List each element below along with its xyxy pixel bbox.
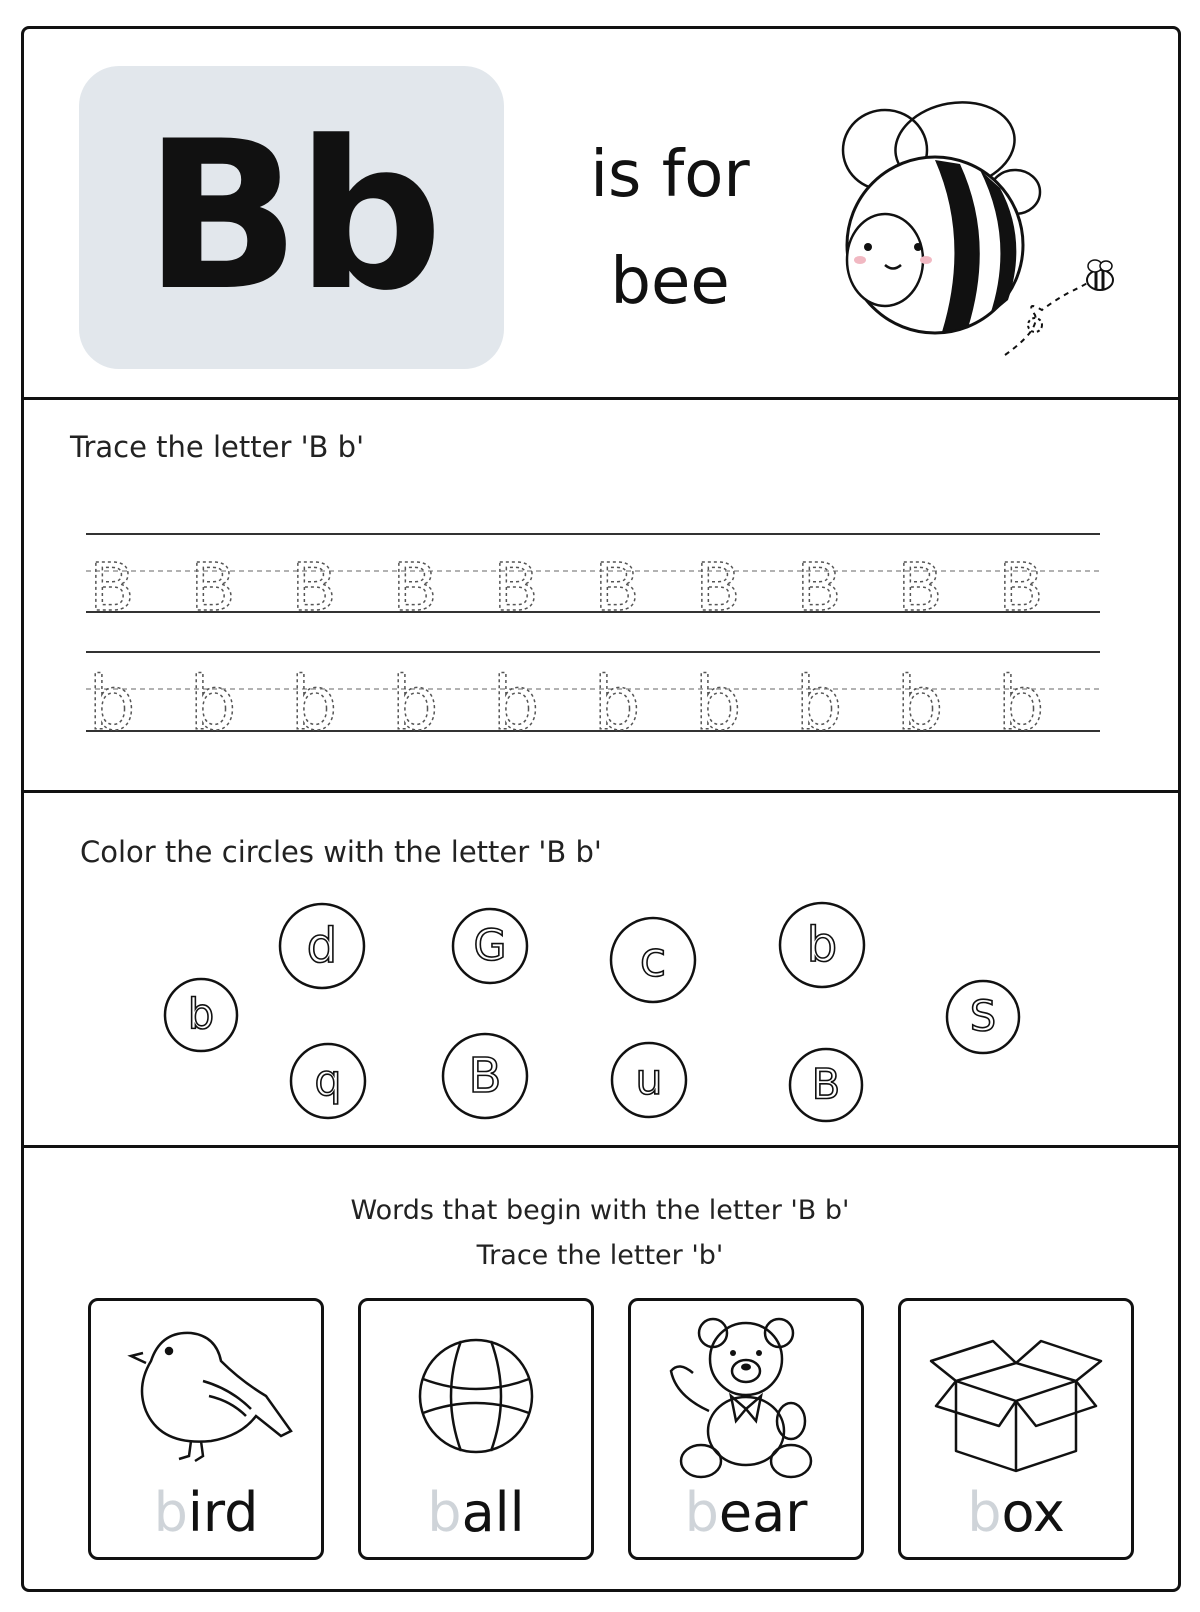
circle-letter: B [468,1047,502,1104]
circle-letter: d [306,917,338,974]
trace-letter-uppercase: B [190,549,236,626]
circle-letter: G [473,922,507,972]
card-word [91,1483,321,1543]
circle-letter: b [187,990,215,1039]
trace-letter-uppercase: B [998,549,1044,626]
trace-letter: b [153,1481,188,1544]
trace-letter-uppercase: B [493,549,539,626]
card-word [361,1483,591,1543]
card-word [901,1483,1131,1543]
trace-letter-uppercase: B [89,549,135,626]
circle-letter: u [635,1056,663,1106]
bird-icon [91,1301,327,1491]
word-rest: ox [1001,1481,1065,1544]
trace-letter-lowercase: b [290,661,338,747]
is-for-label: is for [590,138,750,212]
circle-letter: c [639,931,667,988]
trace-letter-lowercase: b [997,661,1045,747]
word-card-bird [88,1298,324,1560]
words-instruction: Words that begin with the letter 'B b' [350,1195,850,1226]
card-word [631,1483,861,1543]
word-rest: ear [718,1481,808,1544]
trace-instruction: Trace the letter 'B b' [70,430,365,464]
trace-letter-uppercase: B [796,549,842,626]
trace-letter-lowercase: b [189,661,237,747]
trace-letter-uppercase: B [291,549,337,626]
teddy-bear-icon [631,1301,867,1491]
trace-letter-lowercase: b [896,661,944,747]
trace-letter-lowercase: b [593,661,641,747]
circle-letter: b [806,916,838,973]
circle-letter: S [969,992,997,1041]
ball-icon [361,1301,597,1491]
featured-word: bee [610,245,730,319]
word-rest: all [461,1481,525,1544]
trace-letter-uppercase: B [594,549,640,626]
trace-letter: b [684,1481,719,1544]
trace-letter-lowercase: b [88,661,136,747]
trace-letter-uppercase: B [392,549,438,626]
trace-letter: b [427,1481,462,1544]
words-trace-instruction: Trace the letter 'b' [476,1240,724,1271]
trace-letter-lowercase: b [795,661,843,747]
trace-letter-lowercase: b [391,661,439,747]
circles-instruction: Color the circles with the letter 'B b' [80,835,602,869]
featured-letter: Bb [144,98,439,336]
trace-letter-lowercase: b [492,661,540,747]
trace-letter-uppercase: B [695,549,741,626]
box-icon [901,1301,1137,1491]
word-card-box [898,1298,1134,1560]
word-card-ball [358,1298,594,1560]
circle-letter: B [811,1060,841,1109]
circle-letter: q [314,1057,342,1107]
trace-letter: b [967,1481,1002,1544]
trace-letter-uppercase: B [897,549,943,626]
word-rest: ird [187,1481,259,1544]
trace-letter-lowercase: b [694,661,742,747]
word-card-bear [628,1298,864,1560]
